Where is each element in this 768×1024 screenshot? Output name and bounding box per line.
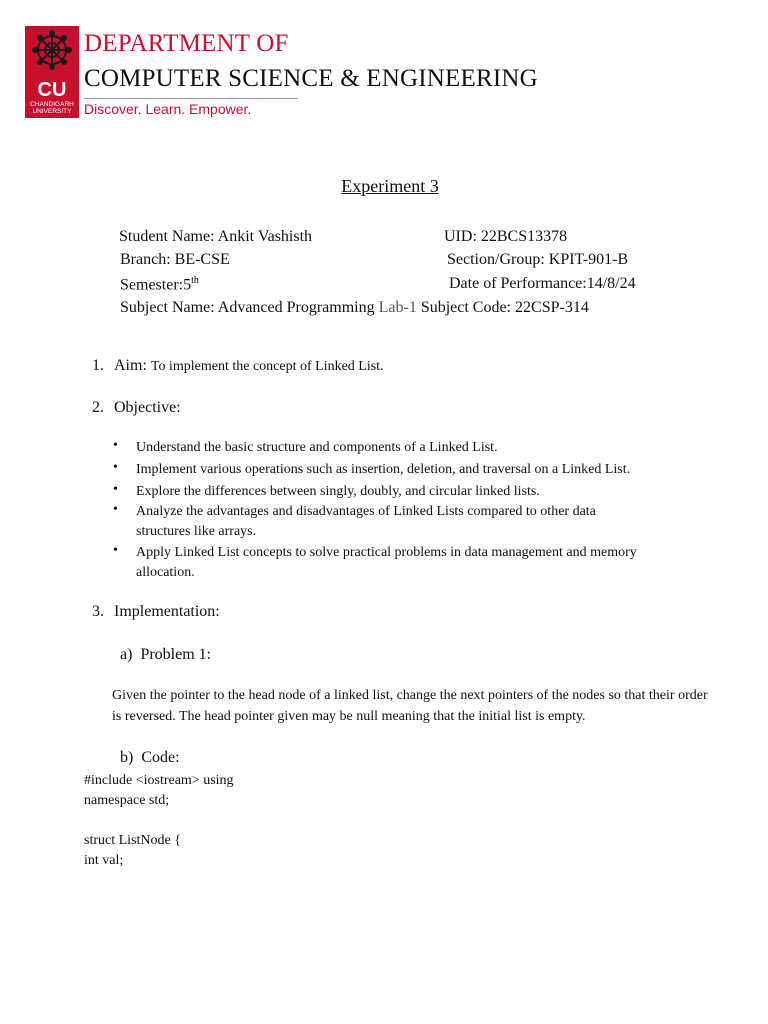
logo-subtext-1: CHANDIGARH	[30, 101, 74, 108]
code-heading	[120, 749, 180, 767]
header-divider	[84, 98, 298, 99]
aim-label: Aim:	[114, 357, 147, 374]
implementation-label: Implementation:	[114, 603, 220, 620]
aim-text: To implement the concept of Linked List.	[150, 359, 384, 374]
code-number: b)	[120, 749, 134, 766]
code-line: int val;	[84, 853, 124, 868]
problem-heading	[120, 646, 211, 664]
bullet-icon: •	[113, 482, 118, 497]
problem-label: Problem 1:	[140, 646, 212, 663]
aim-number: 1.	[92, 357, 104, 374]
logo-text: CU	[37, 79, 67, 101]
semester-label: Semester:5	[120, 276, 192, 294]
semester	[120, 275, 199, 294]
code-label: Code:	[141, 749, 180, 766]
section-group: Section/Group: KPIT-901-B	[447, 251, 629, 268]
logo-subtext-2: UNIVERSITY	[32, 108, 72, 115]
department-line-2: COMPUTER SCIENCE & ENGINEERING	[84, 65, 538, 92]
aim-section	[92, 357, 384, 375]
problem-description: Given the pointer to the head node of a linked list, change the next pointers of the nodes so that their order is reversed. The head pointer given may be null meaning that the initial list is empty.	[112, 688, 708, 724]
objective-text: Understand the basic structure and components of a Linked List.	[136, 440, 498, 455]
bullet-icon: •	[113, 543, 118, 558]
bullet-icon: •	[113, 438, 118, 453]
tagline: Discover. Learn. Empower.	[84, 101, 252, 117]
objective-text: Explore the differences between singly, doubly, and circular linked lists.	[136, 484, 540, 499]
branch: Branch: BE-CSE	[120, 251, 230, 268]
objective-number: 2.	[92, 399, 104, 416]
problem-number: a)	[120, 646, 133, 663]
implementation-heading	[92, 603, 220, 621]
uid: UID: 22BCS13378	[444, 228, 568, 245]
bullet-icon: •	[113, 502, 118, 517]
date-of-performance: Date of Performance:14/8/24	[449, 275, 636, 292]
university-logo	[25, 26, 79, 118]
subject-code: Subject Code: 22CSP-314	[416, 299, 589, 316]
bullet-icon: •	[113, 460, 118, 475]
objective-label: Objective:	[114, 399, 181, 416]
objective-heading	[92, 399, 181, 417]
code-line: struct ListNode {	[84, 833, 181, 848]
semester-suffix: th	[191, 275, 199, 286]
subject-lab: Lab-1	[378, 299, 417, 316]
student-name: Student Name: Ankit Vashisth	[119, 228, 313, 245]
objective-text: Apply Linked List concepts to solve practical problems in data management and memory allocation.	[136, 545, 637, 580]
subject-name: Subject Name: Advanced Programming	[120, 299, 379, 316]
objective-text: Implement various operations such as insertion, deletion, and traversal on a Linked List.	[136, 462, 631, 477]
subject-line	[120, 299, 589, 317]
implementation-number: 3.	[92, 603, 104, 620]
experiment-title: Experiment 3	[341, 176, 439, 196]
objective-text: Analyze the advantages and disadvantages of Linked Lists compared to other data structures like arrays.	[136, 504, 596, 539]
department-line-1: DEPARTMENT OF	[84, 30, 289, 57]
code-line: #include <iostream> using	[84, 773, 234, 788]
code-line: namespace std;	[84, 793, 170, 808]
